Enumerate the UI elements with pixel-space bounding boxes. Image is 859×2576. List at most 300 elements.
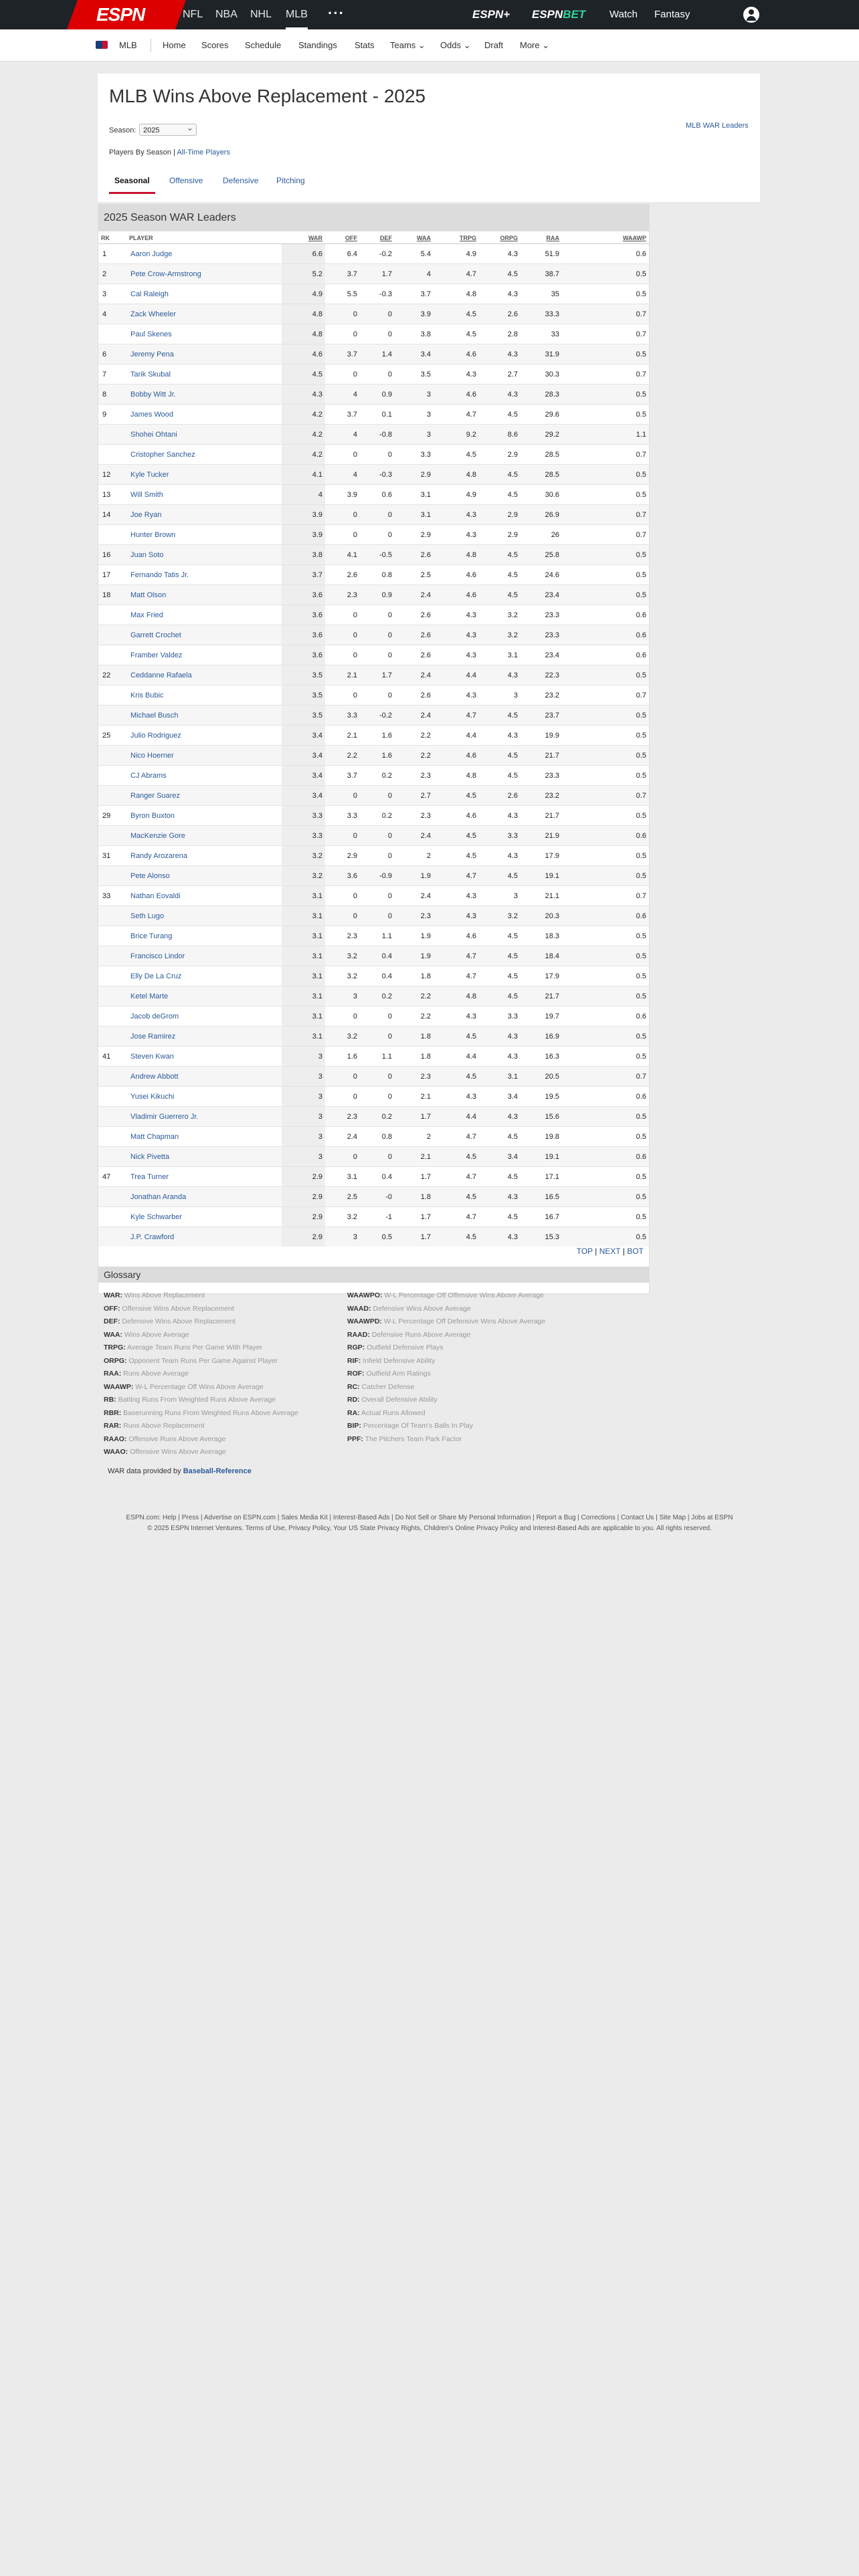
player-link[interactable]: Nico Hoerner xyxy=(130,751,174,760)
cell-rk xyxy=(98,525,126,545)
subnav-draft[interactable]: Draft xyxy=(484,40,504,50)
cell-waawp: 0.5 xyxy=(562,565,649,585)
cell-def: 1.1 xyxy=(360,926,395,946)
cell-orpg: 4.5 xyxy=(479,545,520,565)
player-link[interactable]: Pete Alonso xyxy=(130,871,170,880)
cell-orpg: 4.3 xyxy=(479,806,520,826)
cell-player xyxy=(126,625,282,645)
player-link[interactable]: Framber Valdez xyxy=(130,651,183,659)
table-row xyxy=(98,344,649,364)
player-link[interactable]: Byron Buxton xyxy=(130,811,175,820)
cell-waawp: 0.5 xyxy=(562,726,649,746)
cell-waawp: 0.5 xyxy=(562,1047,649,1067)
cell-def: 0 xyxy=(360,886,395,906)
player-link[interactable]: MacKenzie Gore xyxy=(130,831,185,840)
glossary-item xyxy=(104,1355,298,1368)
col-header-trpg[interactable]: TRPG xyxy=(434,233,479,244)
cell-orpg: 4.3 xyxy=(479,244,520,264)
cell-waawp: 0.5 xyxy=(562,344,649,364)
glossary-item xyxy=(347,1315,545,1329)
player-link[interactable]: Will Smith xyxy=(130,490,163,499)
cell-orpg: 4.5 xyxy=(479,485,520,505)
cell-player xyxy=(126,806,282,826)
cell-waawp: 0.5 xyxy=(562,946,649,966)
cell-waawp: 0.5 xyxy=(562,806,649,826)
tab-pitching[interactable]: Pitching xyxy=(276,176,305,185)
cell-player xyxy=(126,846,282,866)
cell-raa: 23.3 xyxy=(520,605,562,625)
cell-waa: 2.6 xyxy=(395,645,434,665)
cell-def: 0 xyxy=(360,846,395,866)
player-link[interactable]: Matt Olson xyxy=(130,591,167,599)
player-link[interactable]: Nick Pivetta xyxy=(130,1152,170,1161)
player-link[interactable]: Steven Kwan xyxy=(130,1052,174,1061)
cell-raa: 19.5 xyxy=(520,1087,562,1107)
player-link[interactable]: Ranger Suarez xyxy=(130,791,180,800)
chevron-down-icon: ⌄ xyxy=(542,40,550,50)
cell-raa: 23.4 xyxy=(520,585,562,605)
cell-raa: 51.9 xyxy=(520,244,562,264)
subnav-odds-label: Odds xyxy=(440,40,462,50)
glossary-item xyxy=(347,1394,545,1407)
cell-orpg: 4.5 xyxy=(479,405,520,425)
cell-raa: 29.6 xyxy=(520,405,562,425)
cell-waa: 4 xyxy=(395,264,434,284)
player-link[interactable]: Matt Chapman xyxy=(130,1132,179,1141)
espn-logo[interactable] xyxy=(67,0,186,29)
subnav-teams[interactable] xyxy=(390,29,425,61)
player-link[interactable]: Trea Turner xyxy=(130,1172,169,1181)
subnav-schedule[interactable]: Schedule xyxy=(245,40,282,50)
cell-player xyxy=(126,1227,282,1247)
table-row xyxy=(98,1107,649,1127)
subnav-standings[interactable]: Standings xyxy=(298,40,337,50)
cell-war: 3.1 xyxy=(282,886,325,906)
player-link[interactable]: Jonathan Aranda xyxy=(130,1192,187,1201)
cell-war: 3 xyxy=(282,1107,325,1127)
player-link[interactable]: Max Fried xyxy=(130,611,163,619)
cell-def: 0 xyxy=(360,1067,395,1087)
glossary-term: DEF: xyxy=(104,1317,120,1325)
player-link[interactable]: Francisco Lindor xyxy=(130,952,185,960)
glossary-term: RAAD: xyxy=(347,1330,370,1339)
cell-off: 0 xyxy=(325,1006,360,1027)
cell-off: 0 xyxy=(325,906,360,926)
cell-def: 0 xyxy=(360,505,395,525)
cell-waawp: 0.5 xyxy=(562,1107,649,1127)
cell-war: 3.1 xyxy=(282,1027,325,1047)
table-row xyxy=(98,405,649,425)
cell-off: 1.6 xyxy=(325,1047,360,1067)
col-header-waawp[interactable]: WAAWP xyxy=(562,233,649,244)
cell-def: 0.9 xyxy=(360,385,395,405)
glossary-term: WAA: xyxy=(104,1330,122,1339)
cell-waa: 3.9 xyxy=(395,304,434,324)
cell-waa: 2.1 xyxy=(395,1087,434,1107)
cell-orpg: 2.8 xyxy=(479,324,520,344)
cell-orpg: 8.6 xyxy=(479,425,520,445)
cell-waawp: 0.6 xyxy=(562,244,649,264)
player-link[interactable]: Seth Lugo xyxy=(130,911,165,920)
player-link[interactable]: Jose Ramirez xyxy=(130,1032,176,1041)
player-link[interactable]: Fernando Tatis Jr. xyxy=(130,570,189,579)
cell-off: 0 xyxy=(325,625,360,645)
cell-def: 0.8 xyxy=(360,565,395,585)
glossary-definition: Defensive Runs Above Average xyxy=(371,1330,471,1339)
espn-plus-label: ESPN+ xyxy=(472,8,510,21)
cell-player xyxy=(126,1167,282,1187)
cell-def: 1.7 xyxy=(360,665,395,685)
tab-seasonal[interactable]: Seasonal xyxy=(109,174,155,194)
nav-nba[interactable]: NBA xyxy=(215,9,237,20)
subnav-stats[interactable]: Stats xyxy=(355,40,375,50)
cell-rk: 47 xyxy=(98,1167,126,1187)
league-subnav xyxy=(0,29,859,62)
pager-top-link[interactable]: TOP xyxy=(576,1247,593,1256)
col-header-waa[interactable]: WAA xyxy=(395,233,434,244)
cell-waawp: 0.5 xyxy=(562,485,649,505)
glossary-term: WAAWPO: xyxy=(347,1291,383,1299)
player-link[interactable]: Pete Crow-Armstrong xyxy=(130,270,201,278)
cell-player xyxy=(126,545,282,565)
player-link[interactable]: Nathan Eovaldi xyxy=(130,891,181,900)
cell-war: 4.2 xyxy=(282,425,325,445)
table-row xyxy=(98,1187,649,1207)
cell-player xyxy=(126,304,282,324)
cell-raa: 23.3 xyxy=(520,766,562,786)
cell-off: 2.1 xyxy=(325,726,360,746)
cell-orpg: 3.1 xyxy=(479,1067,520,1087)
cell-player xyxy=(126,565,282,585)
cell-def: 0 xyxy=(360,1087,395,1107)
profile-icon[interactable] xyxy=(743,7,759,23)
cell-rk: 25 xyxy=(98,726,126,746)
chevron-down-icon: ⌄ xyxy=(417,40,425,50)
cell-raa: 16.9 xyxy=(520,1027,562,1047)
nav-mlb[interactable]: MLB xyxy=(286,0,308,29)
cell-waawp: 0.5 xyxy=(562,665,649,685)
pager-bot-link[interactable]: BOT xyxy=(627,1247,644,1256)
player-link[interactable]: Ceddanne Rafaela xyxy=(130,671,192,679)
cell-trpg: 4.5 xyxy=(434,846,479,866)
cell-war: 3.4 xyxy=(282,786,325,806)
cell-trpg: 4.3 xyxy=(434,364,479,385)
cell-player xyxy=(126,264,282,284)
player-link[interactable]: Aaron Judge xyxy=(130,249,173,258)
cell-waawp: 0.7 xyxy=(562,525,649,545)
col-header-orpg[interactable]: ORPG xyxy=(479,233,520,244)
cell-off: 0 xyxy=(325,324,360,344)
war-leaders-table xyxy=(98,233,649,1247)
col-header-raa[interactable]: RAA xyxy=(520,233,562,244)
cell-rk xyxy=(98,926,126,946)
cell-player xyxy=(126,1107,282,1127)
cell-rk xyxy=(98,826,126,846)
glossary-definition: Average Team Runs Per Game With Player xyxy=(127,1344,263,1352)
cell-war: 4.9 xyxy=(282,284,325,304)
cell-raa: 15.3 xyxy=(520,1227,562,1247)
cell-player xyxy=(126,906,282,926)
cell-orpg: 4.5 xyxy=(479,1167,520,1187)
cell-war: 2.9 xyxy=(282,1227,325,1247)
table-row xyxy=(98,605,649,625)
espn-bet-link[interactable] xyxy=(532,8,585,21)
player-link[interactable]: Ketel Marte xyxy=(130,992,169,1000)
player-link[interactable]: Tarik Skubal xyxy=(130,370,171,379)
cell-def: -0.8 xyxy=(360,425,395,445)
cell-def: 0.9 xyxy=(360,585,395,605)
cell-raa: 31.9 xyxy=(520,344,562,364)
player-link[interactable]: Randy Arozarena xyxy=(130,851,187,860)
mlb-logo-icon[interactable] xyxy=(96,41,108,49)
table-row xyxy=(98,625,649,645)
pager-next-link[interactable]: NEXT xyxy=(599,1247,621,1256)
cell-war: 3.5 xyxy=(282,685,325,706)
player-link[interactable]: Garrett Crochet xyxy=(130,631,181,639)
espn-plus-link[interactable] xyxy=(472,8,510,21)
cell-raa: 21.9 xyxy=(520,826,562,846)
cell-waa: 3 xyxy=(395,385,434,405)
cell-raa: 23.4 xyxy=(520,645,562,665)
table-row xyxy=(98,645,649,665)
cell-war: 5.2 xyxy=(282,264,325,284)
player-link[interactable]: Elly De La Cruz xyxy=(130,972,182,980)
player-link[interactable]: Yusei Kikuchi xyxy=(130,1092,175,1101)
player-link[interactable]: J.P. Crawford xyxy=(130,1232,175,1241)
player-link[interactable]: James Wood xyxy=(130,410,173,419)
player-link[interactable]: Jeremy Pena xyxy=(130,350,174,358)
cell-off: 2.5 xyxy=(325,1187,360,1207)
cell-waa: 3.4 xyxy=(395,344,434,364)
player-link[interactable]: Kyle Schwarber xyxy=(130,1212,183,1221)
player-link[interactable]: Hunter Brown xyxy=(130,530,176,539)
cell-trpg: 4.7 xyxy=(434,866,479,886)
cell-player xyxy=(126,605,282,625)
cell-war: 3.6 xyxy=(282,605,325,625)
cell-player xyxy=(126,766,282,786)
tab-defensive[interactable]: Defensive xyxy=(223,176,259,185)
cell-orpg: 4.5 xyxy=(479,986,520,1006)
player-link[interactable]: Kris Bubic xyxy=(130,691,164,700)
cell-player xyxy=(126,1067,282,1087)
page-title: MLB Wins Above Replacement - 2025 xyxy=(109,86,426,106)
glossary-term: RAA: xyxy=(104,1370,122,1378)
cell-war: 3.2 xyxy=(282,866,325,886)
table-row xyxy=(98,445,649,465)
cell-waa: 2.4 xyxy=(395,706,434,726)
cell-trpg: 9.2 xyxy=(434,425,479,445)
cell-war: 4.8 xyxy=(282,304,325,324)
nav-nhl[interactable]: NHL xyxy=(250,9,272,20)
player-link[interactable]: Andrew Abbott xyxy=(130,1072,179,1081)
cell-orpg: 2.6 xyxy=(479,786,520,806)
subnav-home[interactable]: Home xyxy=(163,40,186,50)
glossary-term: ORPG: xyxy=(104,1356,127,1365)
player-link[interactable]: Cal Raleigh xyxy=(130,290,169,298)
table-row xyxy=(98,425,649,445)
baseball-reference-link[interactable]: Baseball-Reference xyxy=(183,1467,252,1475)
cell-def: 0.4 xyxy=(360,1167,395,1187)
season-select-value: 2025 xyxy=(143,126,160,134)
cell-rk: 13 xyxy=(98,485,126,505)
cell-waa: 1.9 xyxy=(395,926,434,946)
cell-trpg: 4.3 xyxy=(434,685,479,706)
cell-trpg: 4.3 xyxy=(434,625,479,645)
player-link[interactable]: Bobby Witt Jr. xyxy=(130,390,176,399)
player-link[interactable]: Shohei Ohtani xyxy=(130,430,177,439)
cell-player xyxy=(126,706,282,726)
cell-def: -1 xyxy=(360,1207,395,1227)
player-link[interactable]: Julio Rodriguez xyxy=(130,731,181,740)
cell-rk xyxy=(98,685,126,706)
tab-offensive[interactable]: Offensive xyxy=(169,176,203,185)
table-row xyxy=(98,244,649,264)
cell-raa: 19.1 xyxy=(520,1147,562,1167)
glossary-definition: Offensive Wins Above Average xyxy=(130,1448,226,1456)
cell-war: 3.4 xyxy=(282,726,325,746)
cell-waawp: 0.5 xyxy=(562,284,649,304)
cell-waa: 2 xyxy=(395,846,434,866)
footer-links[interactable]: ESPN.com: Help | Press | Advertise on ESPN.com | Sales Media Kit | Interest-Based Ads | Do Not Sell or Share My Personal Information | Report a Bug | Corrections | Contact Us | Site Map | Jobs at ESPN xyxy=(126,1514,733,1521)
cell-orpg: 4.3 xyxy=(479,665,520,685)
nav-nfl[interactable]: NFL xyxy=(183,9,203,20)
player-link[interactable]: CJ Abrams xyxy=(130,771,167,780)
cell-trpg: 4.8 xyxy=(434,465,479,485)
cell-player xyxy=(126,425,282,445)
glossary-definition: W-L Percentage Off Wins Above Average xyxy=(135,1382,264,1391)
subnav-odds[interactable] xyxy=(440,29,471,61)
cell-trpg: 4.8 xyxy=(434,766,479,786)
more-sports-icon[interactable]: ··· xyxy=(328,5,345,21)
player-link[interactable]: Zack Wheeler xyxy=(130,310,176,318)
cell-trpg: 4.8 xyxy=(434,284,479,304)
table-row xyxy=(98,385,649,405)
glossary-term: WAAWPD: xyxy=(347,1317,382,1325)
season-select[interactable] xyxy=(139,124,197,136)
cell-orpg: 3.3 xyxy=(479,826,520,846)
cell-rk: 1 xyxy=(98,244,126,264)
cell-player xyxy=(126,344,282,364)
table-row xyxy=(98,906,649,926)
cell-waa: 1.8 xyxy=(395,1187,434,1207)
subnav-scores[interactable]: Scores xyxy=(201,40,229,50)
glossary-item xyxy=(104,1446,298,1459)
cell-waa: 3.7 xyxy=(395,284,434,304)
col-header-def[interactable]: DEF xyxy=(360,233,395,244)
glossary-term: RGP: xyxy=(347,1344,365,1352)
cell-war: 3.3 xyxy=(282,806,325,826)
player-link[interactable]: Joe Ryan xyxy=(130,510,162,519)
cell-waawp: 0.6 xyxy=(562,1147,649,1167)
cell-war: 3.7 xyxy=(282,565,325,585)
cell-waa: 3.1 xyxy=(395,505,434,525)
table-row xyxy=(98,284,649,304)
cell-rk: 3 xyxy=(98,284,126,304)
war-leaders-panel xyxy=(98,204,650,1475)
table-row xyxy=(98,565,649,585)
player-link[interactable]: Cristopher Sanchez xyxy=(130,450,195,459)
player-link[interactable]: Vladimir Guerrero Jr. xyxy=(130,1112,199,1121)
cell-orpg: 2.9 xyxy=(479,505,520,525)
glossary-item xyxy=(347,1341,545,1355)
cell-player xyxy=(126,385,282,405)
mlb-war-leaders-link[interactable]: MLB WAR Leaders xyxy=(686,122,749,130)
glossary-definition: Wins Above Average xyxy=(124,1330,189,1339)
cell-war: 2.9 xyxy=(282,1207,325,1227)
cell-war: 3.9 xyxy=(282,505,325,525)
cell-orpg: 4.5 xyxy=(479,766,520,786)
subnav-more[interactable] xyxy=(520,29,549,61)
cell-rk xyxy=(98,445,126,465)
cell-raa: 28.5 xyxy=(520,465,562,485)
cell-player xyxy=(126,966,282,986)
cell-war: 4.2 xyxy=(282,405,325,425)
table-row xyxy=(98,726,649,746)
cell-waa: 2.3 xyxy=(395,1067,434,1087)
glossary-item xyxy=(104,1381,298,1394)
cell-orpg: 3.2 xyxy=(479,605,520,625)
cell-raa: 33 xyxy=(520,324,562,344)
cell-trpg: 4.5 xyxy=(434,324,479,344)
cell-off: 0 xyxy=(325,364,360,385)
cell-waawp: 0.5 xyxy=(562,465,649,485)
glossary-definition: Infield Defensive Ability xyxy=(363,1356,436,1365)
player-link[interactable]: Brice Turang xyxy=(130,932,173,940)
glossary-definition: W-L Percentage Off Offensive Wins Above Average xyxy=(384,1291,545,1299)
col-header-off[interactable]: OFF xyxy=(325,233,360,244)
cell-player xyxy=(126,1207,282,1227)
player-link[interactable]: Kyle Tucker xyxy=(130,470,169,479)
col-header-war[interactable]: WAR xyxy=(282,233,325,244)
cell-player xyxy=(126,465,282,485)
cell-trpg: 4.5 xyxy=(434,1187,479,1207)
cell-trpg: 4.5 xyxy=(434,445,479,465)
fantasy-link[interactable]: Fantasy xyxy=(654,9,690,20)
subnav-league-mlb[interactable]: MLB xyxy=(119,40,137,50)
cell-war: 3.1 xyxy=(282,986,325,1006)
cell-trpg: 4.5 xyxy=(434,1067,479,1087)
table-row xyxy=(98,545,649,565)
glossary-term: RA: xyxy=(347,1408,360,1417)
cell-waawp: 0.6 xyxy=(562,605,649,625)
player-link[interactable]: Paul Skenes xyxy=(130,330,172,338)
cell-waa: 3.5 xyxy=(395,364,434,385)
cell-waawp: 0.5 xyxy=(562,766,649,786)
cell-orpg: 4.3 xyxy=(479,726,520,746)
player-link[interactable]: Michael Busch xyxy=(130,711,179,720)
table-row xyxy=(98,946,649,966)
cell-waawp: 0.5 xyxy=(562,926,649,946)
cell-raa: 26 xyxy=(520,525,562,545)
cell-def: 1.6 xyxy=(360,746,395,766)
subnav-more-label: More xyxy=(520,40,540,50)
cell-rk xyxy=(98,1227,126,1247)
cell-raa: 17.9 xyxy=(520,966,562,986)
cell-rk xyxy=(98,866,126,886)
cell-orpg: 4.5 xyxy=(479,264,520,284)
cell-rk: 16 xyxy=(98,545,126,565)
cell-rk: 29 xyxy=(98,806,126,826)
cell-orpg: 3 xyxy=(479,685,520,706)
player-link[interactable]: Jacob deGrom xyxy=(130,1012,179,1021)
cell-rk xyxy=(98,625,126,645)
all-time-players-link[interactable]: All-Time Players xyxy=(177,148,230,156)
glossary-item xyxy=(347,1368,545,1381)
cell-orpg: 3.2 xyxy=(479,906,520,926)
table-row xyxy=(98,806,649,826)
player-link[interactable]: Juan Soto xyxy=(130,550,164,559)
watch-link[interactable]: Watch xyxy=(609,9,638,20)
